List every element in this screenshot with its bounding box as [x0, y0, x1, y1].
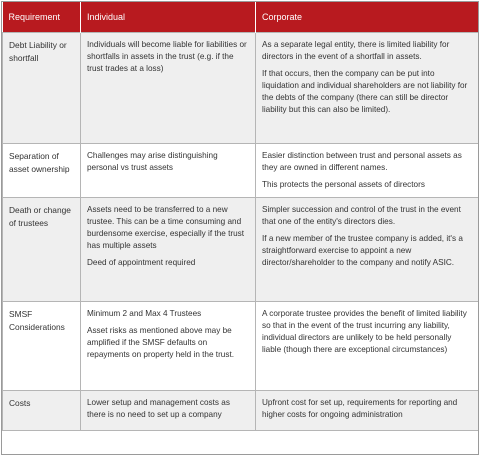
- individual-text: Asset risks as mentioned above may be amplified if the SMSF defaults on repayments on property held in the trust.: [87, 325, 234, 359]
- corporate-text: If a new member of the trustee company is added, it's a straightforward exercise to appoint a new director/shareholder to the company and notify ASIC.: [262, 233, 463, 267]
- corporate-text: A corporate trustee provides the benefit of limited liability so that in the event of the trust incurring any liability, individual directors are unlikely to be held personally liable (though there are exceptional circumstances): [262, 308, 467, 354]
- corporate-cell: [256, 143, 479, 197]
- requirement-cell: Death or change of trustees: [3, 197, 81, 301]
- table-row-costs: [3, 390, 479, 430]
- comparison-table-frame: [1, 1, 479, 455]
- corporate-text: This protects the personal assets of directors: [262, 179, 425, 189]
- corporate-cell: [256, 32, 479, 143]
- table-row-debt-liability: [3, 32, 479, 143]
- table-row-separation: [3, 143, 479, 197]
- individual-text: Minimum 2 and Max 4 Trustees: [87, 308, 202, 318]
- individual-text: Individuals will become liable for liabilities or shortfalls in assets in the trust (e.g. if the trust trades at a loss): [87, 39, 247, 73]
- corporate-text: If that occurs, then the company can be put into liquidation and individual shareholders are not liability for the debts of the company (there can still be director liability but this can also be limited).: [262, 68, 468, 114]
- individual-cell: [81, 197, 256, 301]
- requirement-cell: Debt Liability or shortfall: [3, 32, 81, 143]
- corporate-cell: [256, 301, 479, 390]
- header-corporate: Corporate: [256, 2, 479, 32]
- header-requirement: Requirement: [3, 2, 81, 32]
- table-header-row: [3, 2, 479, 32]
- individual-cell: [81, 143, 256, 197]
- individual-text: Assets need to be transferred to a new trustee. This can be a time consuming and burdensome exercise, especially if the trust has multiple assets: [87, 204, 245, 250]
- table-row-smsf: [3, 301, 479, 390]
- individual-cell: [81, 390, 256, 430]
- individual-text: Challenges may arise distinguishing personal vs trust assets: [87, 150, 218, 172]
- corporate-text: Upfront cost for set up, requirements for reporting and higher costs for ongoing administration: [262, 397, 458, 419]
- corporate-text: As a separate legal entity, there is limited liability for directors in the event of a shortfall in assets.: [262, 39, 450, 61]
- requirement-cell: Separation of asset ownership: [3, 143, 81, 197]
- individual-text: Lower setup and management costs as there is no need to set up a company: [87, 397, 230, 419]
- corporate-text: Simpler succession and control of the trust in the event that one of the entity's directors dies.: [262, 204, 461, 226]
- corporate-cell: [256, 390, 479, 430]
- individual-text: Deed of appointment required: [87, 257, 196, 267]
- corporate-cell: [256, 197, 479, 301]
- comparison-table: [2, 2, 479, 431]
- individual-cell: [81, 32, 256, 143]
- header-individual: Individual: [81, 2, 256, 32]
- requirement-cell: SMSF Considerations: [3, 301, 81, 390]
- individual-cell: [81, 301, 256, 390]
- table-row-death-change: [3, 197, 479, 301]
- requirement-cell: Costs: [3, 390, 81, 430]
- corporate-text: Easier distinction between trust and personal assets as they are owned in different names.: [262, 150, 462, 172]
